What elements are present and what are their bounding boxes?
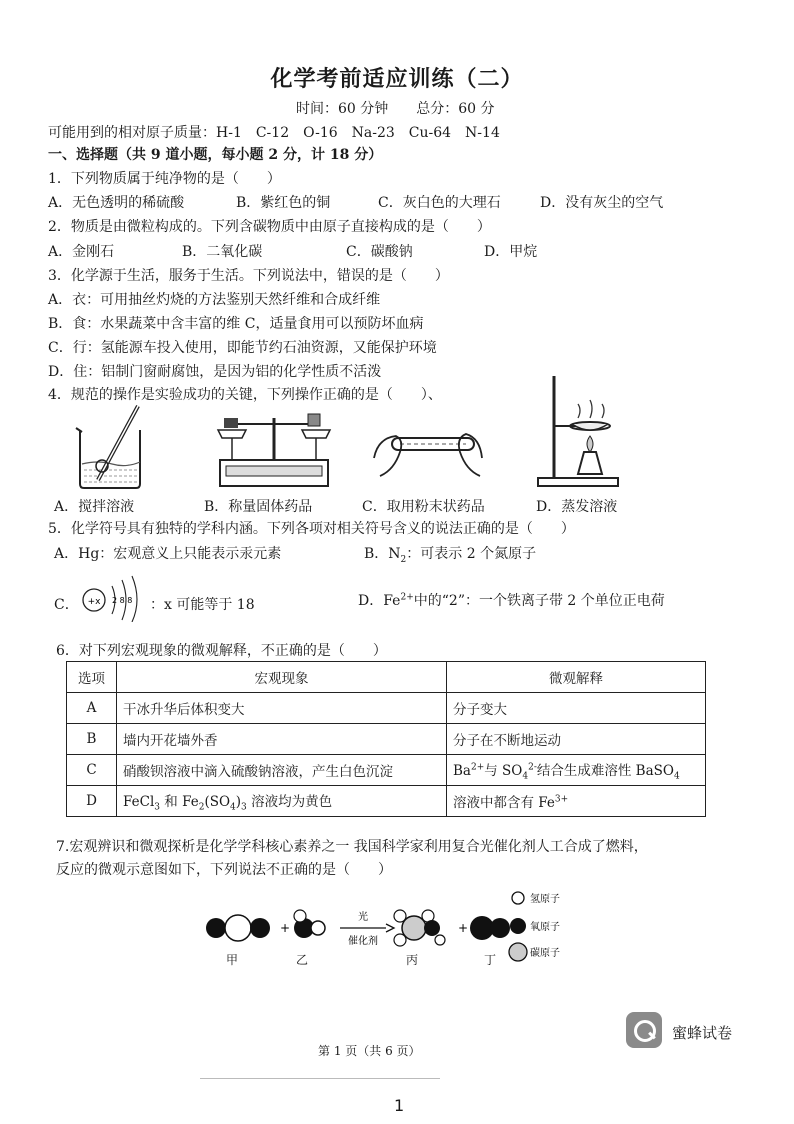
row-micro: 分子在不断地运动: [447, 724, 706, 755]
table-row: [67, 755, 706, 786]
row-option: C: [67, 755, 117, 786]
section-heading: 一、选择题（共 9 道小题，每小题 2 分，计 18 分）: [48, 147, 383, 163]
row-micro: $Ba^{2+}$与 $SO_4^{2-}$结合生成难溶性 BaSO$_4$: [447, 755, 706, 786]
q3-stem: 3．化学源于生活，服务于生活。下列说法中，错误的是（ ）: [48, 268, 449, 284]
q5-option-c-text: ：x 可能等于 18: [150, 597, 255, 613]
q2-option-d: D．甲烷: [484, 244, 538, 260]
row-macro: 墙内开花墙外香: [117, 724, 447, 755]
header-option: 选项: [67, 662, 117, 693]
legend-hydrogen: 氢原子: [530, 894, 560, 905]
q5-option-b: B．$N_2$：可表示 2 个氮原子: [364, 546, 537, 565]
q5-option-c-label: C．: [54, 597, 79, 613]
powder-sampling-illustration: [370, 418, 488, 484]
electron-shells: 2 8 8: [112, 596, 133, 605]
page-info: 第 1 页（共 6 页）: [318, 1044, 421, 1058]
atomic-masses: 可能用到的相对原子质量：H-1 C-12 O-16 Na-23 Cu-64 N-14: [48, 125, 500, 141]
q7-stem-line1: 7.宏观辨识和微观探析是化学学科核心素养之一 我国科学家利用复合光催化剂人工合成了燃料，: [56, 839, 648, 855]
q1-stem: 1．下列物质属于纯净物的是（ ）: [48, 171, 281, 187]
brand-name: 蜜蜂试卷: [672, 1024, 733, 1042]
q3-option-b: B．食：水果蔬菜中含丰富的维 C，适量食用可以预防坏血病: [48, 316, 424, 332]
q4-option-d: D．蒸发溶液: [536, 499, 618, 515]
weighing-balance-illustration: [212, 404, 336, 490]
header-macro: 宏观现象: [117, 662, 447, 693]
reaction-diagram: [200, 886, 580, 968]
row-macro: FeCl$_3$ 和 $Fe_2(SO_4)_3$ 溶液均为黄色: [117, 786, 447, 817]
svg-text:+: +: [280, 921, 291, 935]
nucleus-charge: +x: [87, 597, 101, 607]
label-ding: 丁: [484, 953, 497, 967]
q6-stem: 6．对下列宏观现象的微观解释，不正确的是（ ）: [56, 643, 387, 659]
q4-option-a: A．搅拌溶液: [54, 499, 135, 515]
q1-option-b: B．紫红色的铜: [236, 195, 331, 211]
row-micro: 溶液中都含有 $Fe^{3+}$: [447, 786, 706, 817]
q2-option-b: B．二氧化碳: [182, 244, 263, 260]
q1-option-d: D．没有灰尘的空气: [540, 195, 664, 211]
arrow-label-top: 光: [358, 912, 368, 923]
row-macro: 干冰升华后体积变大: [117, 693, 447, 724]
q1-option-c: C．灰白色的大理石: [378, 195, 501, 211]
table-row: [67, 693, 706, 724]
q2-option-c: C．碳酸钠: [346, 244, 413, 260]
atom-structure-diagram: [76, 572, 148, 622]
q2-option-a: A．金刚石: [48, 244, 115, 260]
q5-option-d: D．$Fe^{2+}$中的“2”：一个铁离子带 2 个单位正电荷: [358, 592, 665, 609]
table-row: [67, 724, 706, 755]
q5-stem: 5．化学符号具有独特的学科内涵。下列各项对相关符号含义的说法正确的是（ ）: [48, 521, 575, 537]
q3-option-a: A．衣：可用抽丝灼烧的方法鉴别天然纤维和合成纤维: [48, 292, 381, 308]
row-option: B: [67, 724, 117, 755]
label-bing: 丙: [406, 953, 419, 967]
exam-time-info: 时间：60 分钟 总分：60 分: [296, 101, 495, 117]
q4-option-b: B．称量固体药品: [204, 499, 313, 515]
svg-text:+: +: [458, 921, 469, 935]
row-option: A: [67, 693, 117, 724]
q4-option-c: C．取用粉末状药品: [362, 499, 485, 515]
label-yi: 乙: [296, 953, 309, 967]
stirring-solution-illustration: [68, 404, 158, 490]
q5-option-a: A．Hg：宏观意义上只能表示汞元素: [54, 546, 282, 562]
q3-option-c: C．行：氢能源车投入使用，即能节约石油资源，又能保护环境: [48, 340, 437, 356]
row-micro: 分子变大: [447, 693, 706, 724]
evaporation-illustration: [534, 374, 622, 490]
row-option: D: [67, 786, 117, 817]
q1-option-a: A．无色透明的稀硫酸: [48, 195, 185, 211]
footer-divider: [200, 1078, 440, 1079]
legend-oxygen: 氧原子: [530, 922, 560, 933]
table-header-row: [67, 662, 706, 693]
q7-stem-line2: 反应的微观示意图如下，下列说法不正确的是（ ）: [56, 862, 392, 878]
brand-logo-icon: [626, 1012, 662, 1048]
page-number: 1: [394, 1096, 405, 1115]
header-micro: 微观解释: [447, 662, 706, 693]
row-macro: 硝酸钡溶液中滴入硫酸钠溶液，产生白色沉淀: [117, 755, 447, 786]
q4-stem: 4．规范的操作是实验成功的关键，下列操作正确的是（ ）、: [48, 387, 442, 403]
arrow-label-bottom: 催化剂: [348, 936, 378, 947]
label-jia: 甲: [226, 953, 239, 967]
legend-carbon: 碳原子: [530, 948, 560, 959]
q3-option-d: D．住：铝制门窗耐腐蚀，是因为铝的化学性质不活泼: [48, 364, 382, 380]
table-row: [67, 786, 706, 817]
q2-stem: 2．物质是由微粒构成的。下列含碳物质中由原子直接构成的是（ ）: [48, 219, 491, 235]
q6-table: [66, 661, 706, 817]
page-title: 化学考前适应训练（二）: [270, 66, 524, 92]
